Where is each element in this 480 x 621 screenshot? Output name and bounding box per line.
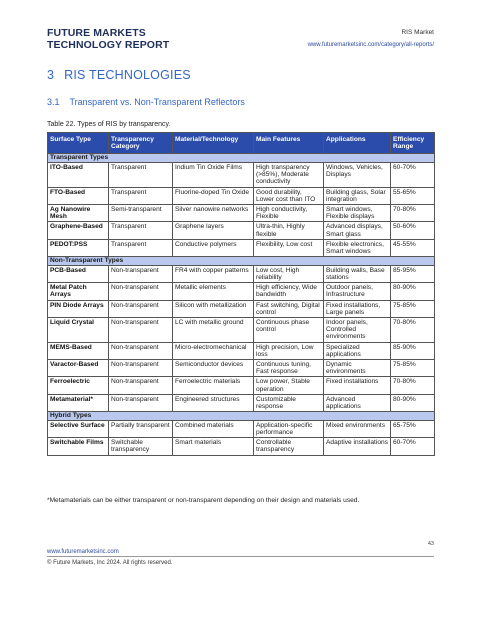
table-cell: FR4 with copper patterns [173,265,254,282]
subsection-heading [47,97,245,107]
table-cell: Flexibility, Low cost [254,239,324,256]
header-meta [308,28,434,48]
table-cell: Low cost, High reliability [254,265,324,282]
table-cell: Dynamic environments [324,360,391,377]
table-cell: 45-55% [391,239,435,256]
table-row [48,187,435,204]
group-label: Hybrid Types [48,412,435,421]
table-cell: Good durability, Lower cost than ITO [254,187,324,204]
table-cell: 75-85% [391,300,435,317]
table-cell: 60-70% [391,163,435,188]
ris-types-table [47,132,435,456]
table-cell: Specialized applications [324,342,391,359]
table-cell: Fast switching, Digital control [254,300,324,317]
table-cell: Partially transparent [109,420,173,437]
table-cell: FTO-Based [48,187,109,204]
table-row [48,360,435,377]
table-row [48,342,435,359]
table-cell: 85-90% [391,342,435,359]
table-cell: 60-70% [391,438,435,455]
section-number: 3 [47,68,55,82]
group-label: Transparent Types [48,154,435,163]
table-cell: Continuous phase control [254,318,324,343]
table-cell: Transparent [109,239,173,256]
column-header: Surface Type [48,133,109,154]
table-cell: Switchable Films [48,438,109,455]
document-title: RIS Market [401,29,434,36]
table-cell: Non-transparent [109,265,173,282]
subsection-title: Transparent vs. Non-Transparent Reflectors [69,97,245,107]
table-cell: Metal Patch Arrays [48,283,109,300]
table-row [48,420,435,437]
table-cell: Ag Nanowire Mesh [48,205,109,222]
table-cell: Low power, Stable operation [254,377,324,394]
table-cell: Non-transparent [109,360,173,377]
table-group-row [48,154,435,163]
table-row [48,394,435,411]
table-group-row [48,412,435,421]
table-row [48,438,435,455]
table-cell: Smart materials [173,438,254,455]
table-row [48,377,435,394]
table-row [48,222,435,239]
table-cell: Ultra-thin, Highly flexible [254,222,324,239]
table-cell: High conductivity, Flexible [254,205,324,222]
table-cell: Flexible electronics, Smart windows [324,239,391,256]
table-cell: 55-65% [391,187,435,204]
footer-url-link[interactable]: www.futuremarketsinc.com [47,549,119,555]
table-cell: Transparent [109,187,173,204]
table-cell: Non-transparent [109,377,173,394]
table-cell: Metamaterial* [48,394,109,411]
table-body [48,154,435,455]
table-row [48,205,435,222]
table-cell: Smart windows, Flexible displays [324,205,391,222]
table-cell: PCB-Based [48,265,109,282]
table-cell: Non-transparent [109,300,173,317]
table-cell: Silicon with metallization [173,300,254,317]
table-cell: Ferroelectric [48,377,109,394]
column-header: Material/Technology [173,133,254,154]
table-cell: Outdoor panels, Infrastructure [324,283,391,300]
table-cell: Engineered structures [173,394,254,411]
table-cell: 70-80% [391,318,435,343]
table-cell: Fluorine-doped Tin Oxide [173,187,254,204]
brand-block [47,27,169,51]
table-cell: Combined materials [173,420,254,437]
table-cell: Windows, Vehicles, Displays [324,163,391,188]
table-cell: Conductive polymers [173,239,254,256]
footer-divider [47,556,434,557]
table-cell: Micro-electromechanical [173,342,254,359]
table-cell: Fixed installations [324,377,391,394]
column-header: Applications [324,133,391,154]
table-cell: Application-specific performance [254,420,324,437]
table-cell: Controllable transparency [254,438,324,455]
table-cell: Selective Surface [48,420,109,437]
table-cell: High efficiency, Wide bandwidth [254,283,324,300]
table-cell: 70-80% [391,377,435,394]
column-header: Transparency Category [109,133,173,154]
table-cell: High precision, Low loss [254,342,324,359]
table-cell: 65-75% [391,420,435,437]
table-cell: Advanced displays, Smart glass [324,222,391,239]
table-group-row [48,257,435,266]
table-cell: LC with metallic ground [173,318,254,343]
page-number: 43 [427,541,434,547]
section-title: RIS TECHNOLOGIES [64,68,191,82]
table-cell: Advanced applications [324,394,391,411]
table-cell: Building walls, Base stations [324,265,391,282]
table-cell: Metallic elements [173,283,254,300]
table-cell: Varactor-Based [48,360,109,377]
table-cell: Customizable response [254,394,324,411]
section-heading [47,68,191,82]
table-cell: ITO-Based [48,163,109,188]
table-cell: Adaptive installations [324,438,391,455]
table-cell: Switchable transparency [109,438,173,455]
table-cell: Graphene layers [173,222,254,239]
table-footnote: *Metamaterials can be either transparent or non-transparent depending on their design and materials used. [47,497,360,504]
table-header-row [48,133,435,154]
column-header: Efficiency Range [391,133,435,154]
table-row [48,265,435,282]
table-cell: Non-transparent [109,342,173,359]
table-cell: Non-transparent [109,283,173,300]
table-cell: Non-transparent [109,394,173,411]
table-cell: Graphene-Based [48,222,109,239]
table-cell: Silver nanowire networks [173,205,254,222]
table-cell: 75-85% [391,360,435,377]
table-cell: Liquid Crystal [48,318,109,343]
table-row [48,239,435,256]
brand-line-2: TECHNOLOGY REPORT [47,39,170,51]
copyright-notice: © Future Markets, Inc 2024. All rights reserved. [47,560,173,566]
table-cell: Continuous tuning, Fast response [254,360,324,377]
table-cell: PIN Diode Arrays [48,300,109,317]
table-row [48,300,435,317]
table-cell: 85-95% [391,265,435,282]
table-cell: Semi-transparent [109,205,173,222]
table-row [48,318,435,343]
table-cell: Transparent [109,222,173,239]
table-cell: Indium Tin Oxide Films [173,163,254,188]
table-cell: PEDOT:PSS [48,239,109,256]
table-cell: Semiconductor devices [173,360,254,377]
table-cell: MEMS-Based [48,342,109,359]
table-cell: 50-60% [391,222,435,239]
table-cell: 80-90% [391,394,435,411]
table-cell: High transparency (>85%), Moderate conductivity [254,163,324,188]
table-row [48,283,435,300]
table-cell: Transparent [109,163,173,188]
table-row [48,163,435,188]
table-cell: Building glass, Solar integration [324,187,391,204]
header-url-link[interactable]: www.futuremarketsinc.com/category/all-reports/ [307,42,434,48]
subsection-number: 3.1 [47,97,60,107]
table-caption: Table 22. Types of RIS by transparency. [47,121,171,128]
group-label: Non-Transparent Types [48,257,435,266]
table-cell: Fixed installations, Large panels [324,300,391,317]
column-header: Main Features [254,133,324,154]
table-cell: Ferroelectric materials [173,377,254,394]
table-cell: Non-transparent [109,318,173,343]
table-cell: Mixed environments [324,420,391,437]
table-cell: Indoor panels, Controlled environments [324,318,391,343]
table-cell: 80-90% [391,283,435,300]
brand-line-1: FUTURE MARKETS [47,27,146,39]
table-cell: 70-80% [391,205,435,222]
